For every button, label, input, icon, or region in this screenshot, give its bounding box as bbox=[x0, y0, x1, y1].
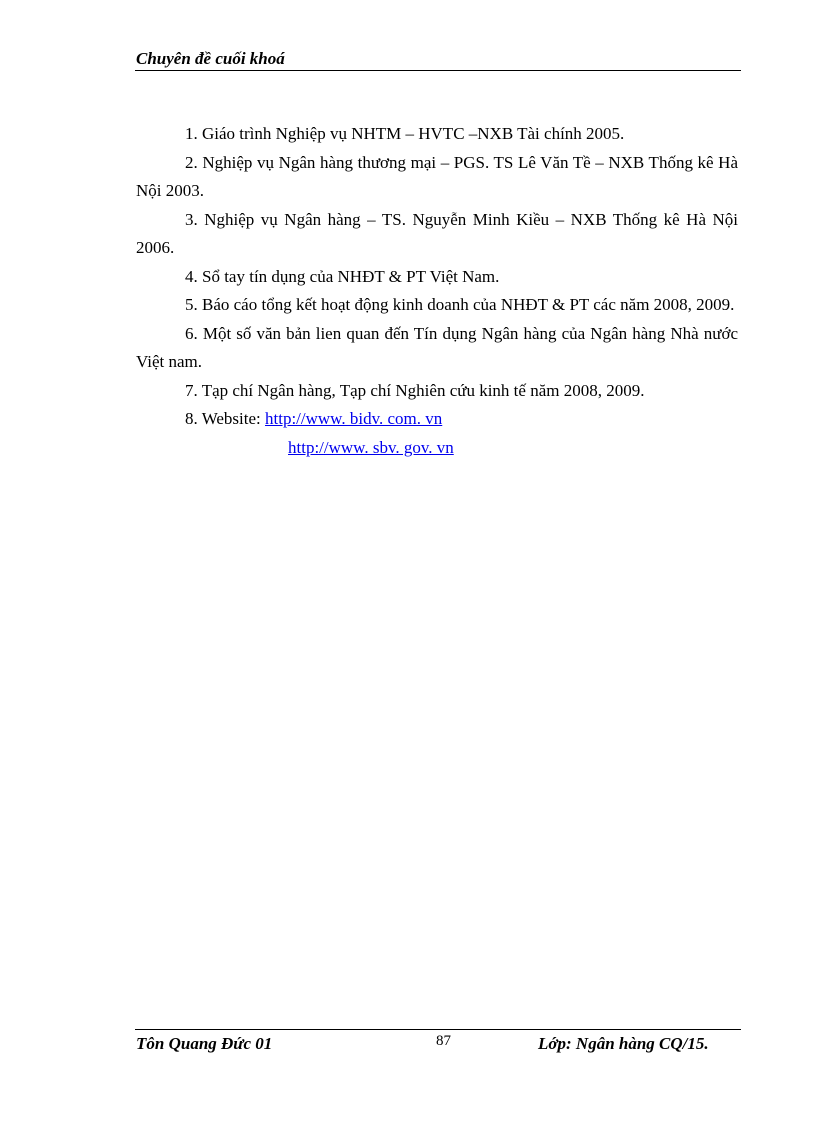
reference-item-2: 2. Nghiệp vụ Ngân hàng thương mại – PGS. TS Lê Văn Tề – NXB Thống kê Hà Nội 2003. bbox=[136, 152, 738, 200]
reference-item-4: 4. Sổ tay tín dụng của NHĐT & PT Việt Nam. bbox=[185, 266, 500, 286]
footer-author: Tôn Quang Đức 01 bbox=[136, 1034, 273, 1053]
reference-list bbox=[136, 120, 738, 462]
reference-item-5: 5. Báo cáo tổng kết hoạt động kinh doanh của NHĐT & PT các năm 2008, 2009. bbox=[185, 295, 735, 314]
sbv-link[interactable]: http://www. sbv. gov. vn bbox=[288, 437, 454, 457]
page-number: 87 bbox=[436, 1033, 451, 1049]
reference-item-3: 3. Nghiệp vụ Ngân hàng – TS. Nguyễn Minh Kiều – NXB Thống kê Hà Nội 2006. bbox=[136, 209, 738, 257]
header-title: Chuyên đề cuối khoá bbox=[136, 49, 285, 68]
reference-item-7: 7. Tạp chí Ngân hàng, Tạp chí Nghiên cứu kinh tế năm 2008, 2009. bbox=[185, 380, 645, 400]
bidv-link[interactable]: http://www. bidv. com. vn bbox=[265, 409, 443, 428]
footer-rule bbox=[135, 1029, 741, 1030]
footer-class-label: Lớp: Ngân hàng CQ/15. bbox=[538, 1034, 709, 1053]
reference-item-website bbox=[136, 405, 738, 434]
header-rule bbox=[135, 70, 741, 71]
website-label: 8. Website: bbox=[185, 409, 266, 428]
reference-item-6: 6. Một số văn bản lien quan đến Tín dụng Ngân hàng của Ngân hàng Nhà nước Việt nam. bbox=[136, 323, 738, 371]
reference-item-1: 1. Giáo trình Nghiệp vụ NHTM – HVTC –NXB Tài chính 2005. bbox=[185, 124, 625, 143]
website-second-line bbox=[136, 434, 738, 463]
